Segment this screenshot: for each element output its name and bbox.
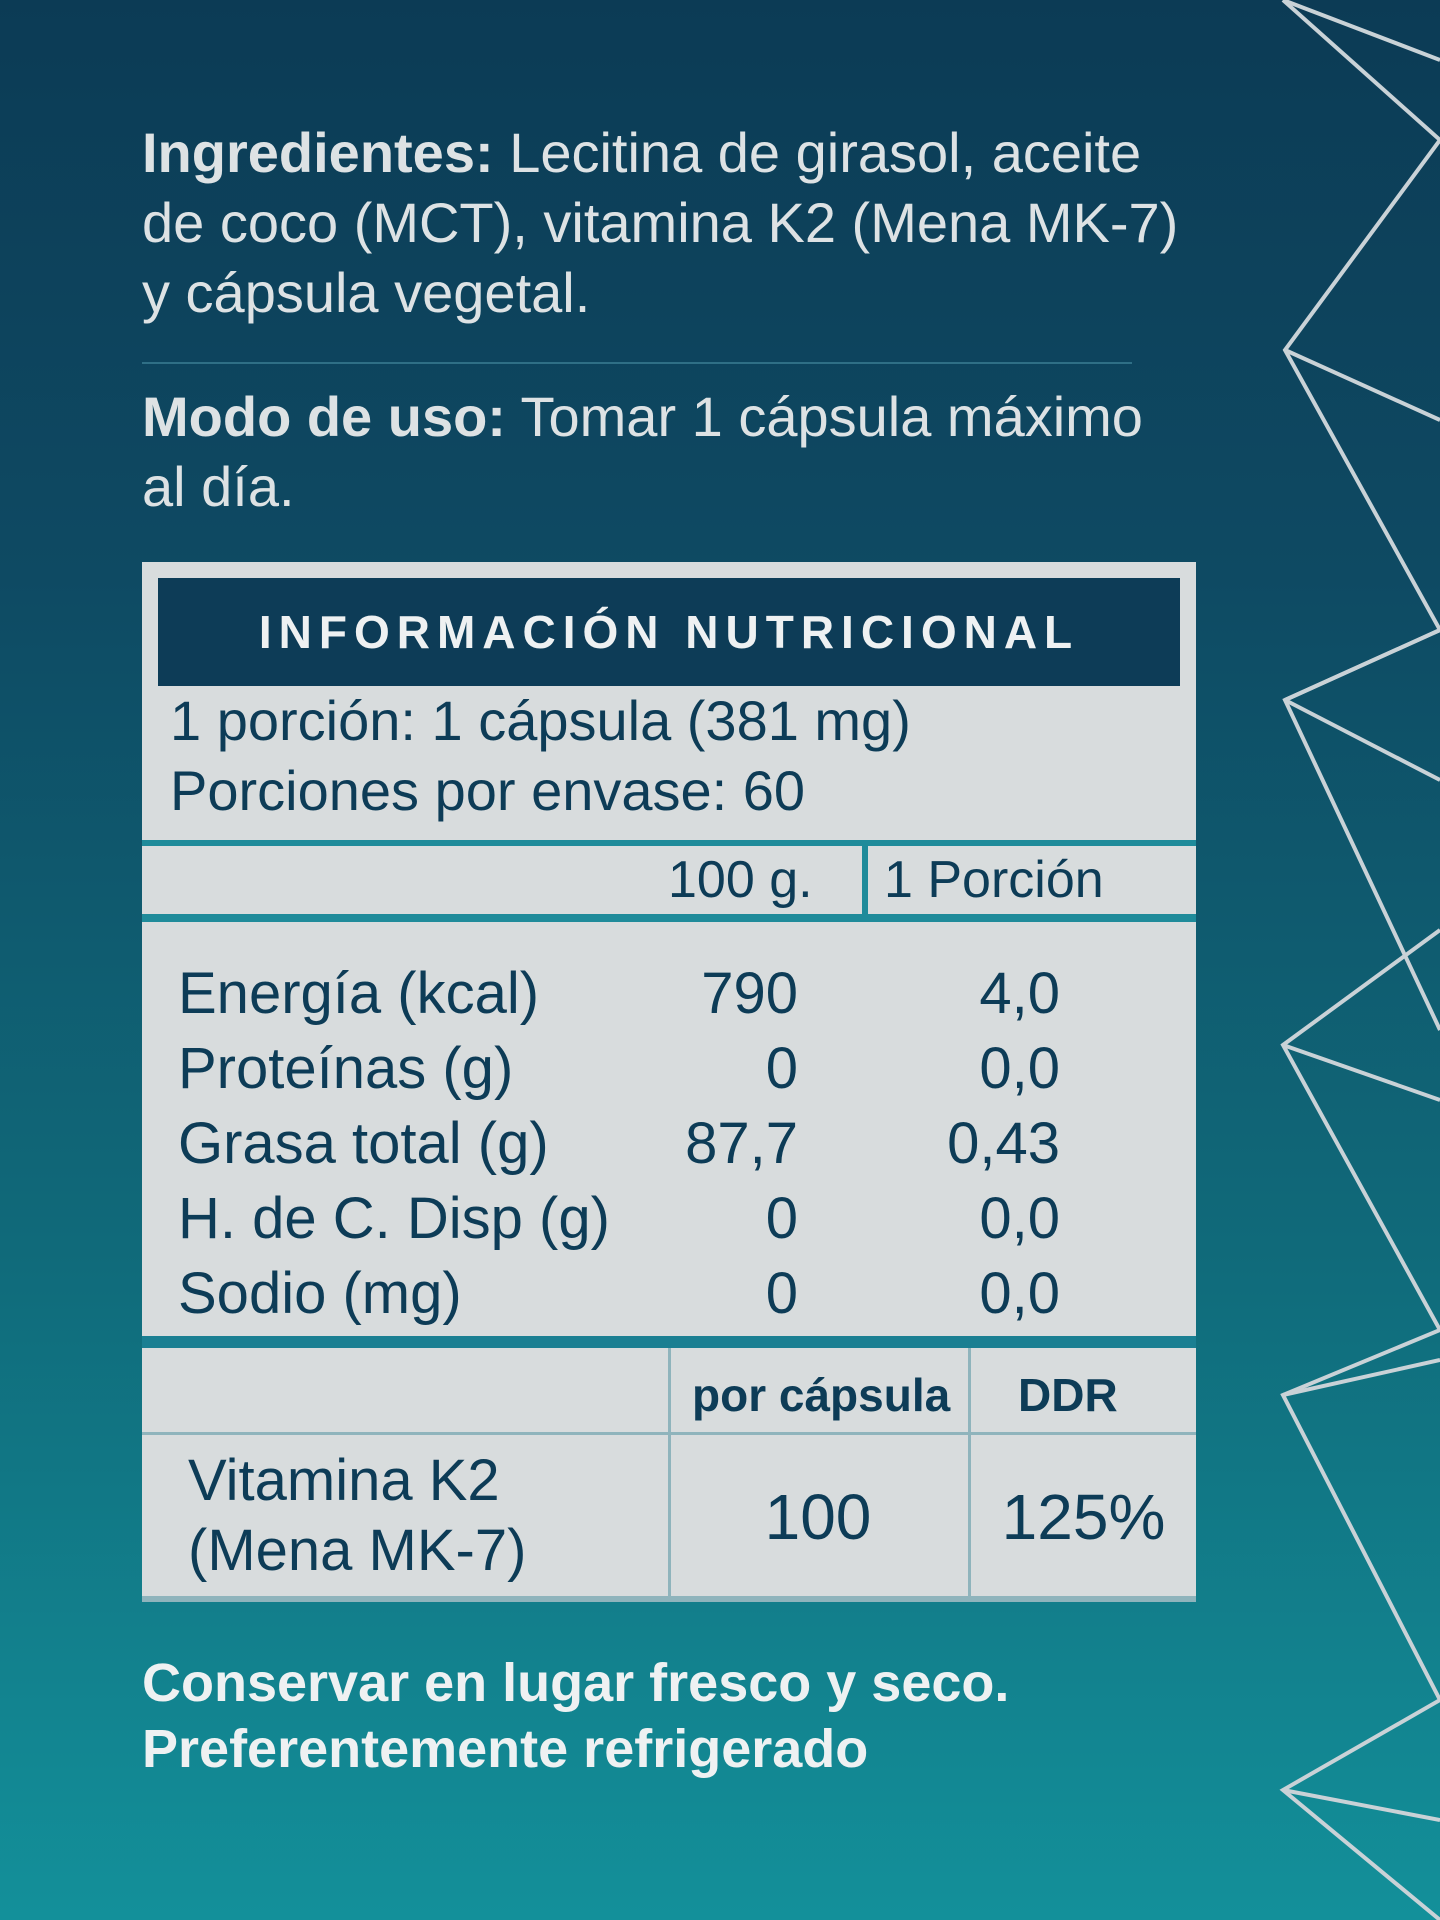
ingredients-text bbox=[142, 118, 1202, 328]
table-bottom-border bbox=[142, 1596, 1196, 1602]
nutrition-panel bbox=[142, 562, 1196, 1602]
vitamin-name bbox=[188, 1446, 526, 1586]
nutrient-row-carbs bbox=[178, 1185, 1178, 1260]
nutrient-value-100g: 0 bbox=[765, 1186, 798, 1251]
table-divider bbox=[142, 914, 1196, 922]
serving-info bbox=[170, 686, 911, 826]
table-divider bbox=[142, 1432, 1196, 1435]
usage-label: Modo de uso: bbox=[142, 385, 506, 448]
col-divider bbox=[968, 1348, 971, 1602]
table-divider bbox=[142, 1336, 1196, 1348]
vitamin-col-header-ddr: DDR bbox=[1018, 1369, 1118, 1421]
nutrient-value-portion: 4,0 bbox=[979, 961, 1060, 1026]
col-header-portion: 1 Porción bbox=[884, 851, 1104, 909]
usage-text bbox=[142, 382, 1202, 522]
vitamin-name-line: (Mena MK-7) bbox=[188, 1518, 527, 1583]
col-divider bbox=[668, 1348, 671, 1602]
ingredients-value: Lecitina de girasol, aceite de coco (MCT), vitamina K2 (Mena MK-7) y cápsula vegetal. bbox=[142, 121, 1179, 324]
nutrient-value-100g: 790 bbox=[701, 961, 798, 1026]
nutrient-value-100g: 87,7 bbox=[685, 1111, 798, 1176]
nutrient-value-portion: 0,0 bbox=[979, 1186, 1060, 1251]
ingredients-label: Ingredientes: bbox=[142, 121, 494, 184]
nutrient-value-portion: 0,0 bbox=[979, 1036, 1060, 1101]
usage-value: Tomar 1 cápsula máximo al día. bbox=[142, 385, 1143, 518]
nutrient-row-protein bbox=[178, 1035, 1178, 1110]
nutrient-row-fat bbox=[178, 1110, 1178, 1185]
table-divider bbox=[142, 840, 1196, 846]
nutrient-row-sodium bbox=[178, 1260, 1178, 1335]
col-divider bbox=[862, 846, 868, 916]
vitamin-col-header-per-capsule: por cápsula bbox=[692, 1369, 951, 1421]
nutrient-value-portion: 0,0 bbox=[979, 1261, 1060, 1326]
nutrient-value-100g: 0 bbox=[765, 1036, 798, 1101]
storage-instructions bbox=[142, 1650, 1342, 1782]
nutrient-label: Proteínas (g) bbox=[178, 1036, 514, 1101]
nutrient-value-100g: 0 bbox=[765, 1261, 798, 1326]
nutrient-label: Grasa total (g) bbox=[178, 1111, 549, 1176]
section-divider bbox=[142, 362, 1132, 364]
col-header-100g: 100 g. bbox=[668, 851, 813, 909]
storage-line: Conservar en lugar fresco y seco. bbox=[142, 1653, 1010, 1713]
nutrient-label: Sodio (mg) bbox=[178, 1261, 462, 1326]
serving-size: 1 porción: 1 cápsula (381 mg) bbox=[170, 689, 911, 752]
nutrient-row-energy bbox=[178, 960, 1178, 1035]
vitamin-name-line: Vitamina K2 bbox=[188, 1448, 500, 1513]
servings-per-container: Porciones por envase: 60 bbox=[170, 759, 806, 822]
nutrient-label: Energía (kcal) bbox=[178, 961, 540, 1026]
nutrition-title: INFORMACIÓN NUTRICIONAL bbox=[158, 578, 1180, 686]
nutrient-label: H. de C. Disp (g) bbox=[178, 1186, 610, 1251]
storage-line: Preferentemente refrigerado bbox=[142, 1719, 869, 1779]
nutrient-value-portion: 0,43 bbox=[947, 1111, 1060, 1176]
vitamin-ddr: 125% bbox=[1001, 1481, 1166, 1553]
vitamin-amount: 100 bbox=[764, 1481, 872, 1553]
